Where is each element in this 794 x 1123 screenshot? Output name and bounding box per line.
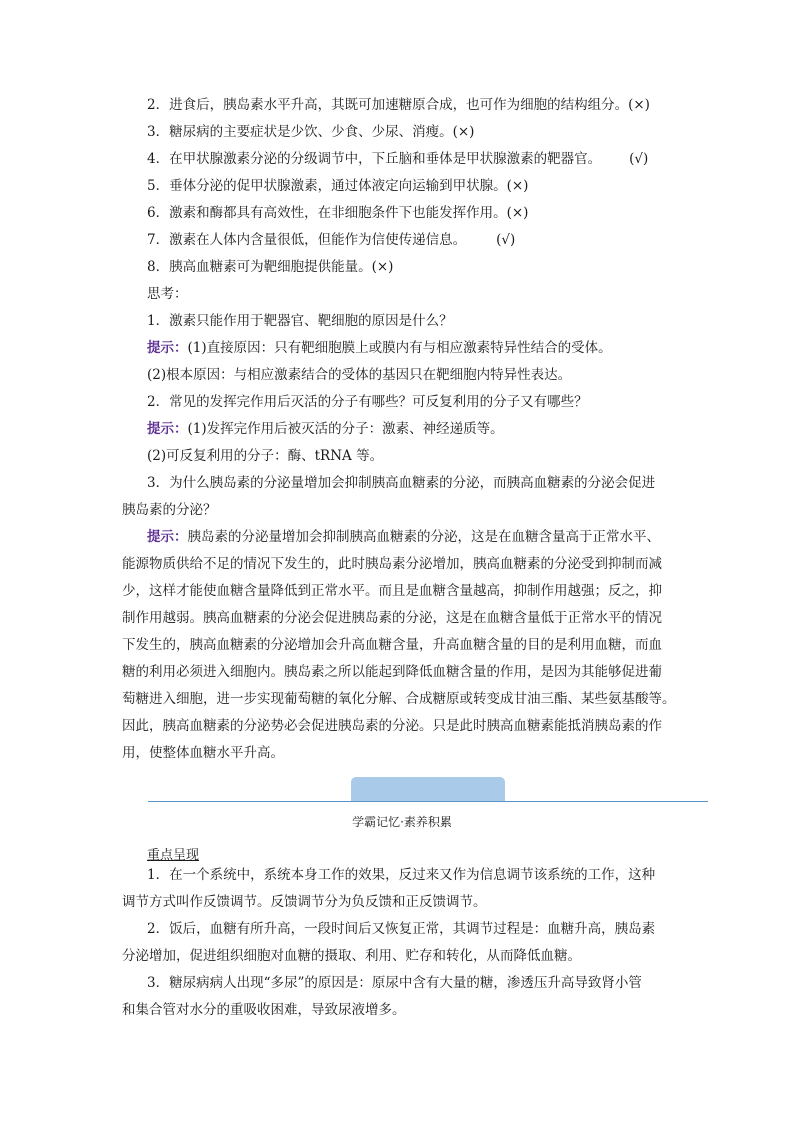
hint-label: 提示：: [147, 421, 188, 437]
key-points-heading: 重点呈现: [147, 848, 200, 863]
key-point-1-line: 调节方式叫作反馈调节。反馈调节分为负反馈和正反馈调节。: [122, 894, 487, 910]
judgement-text-7: 7．激素在人体内含量很低，但能作为信使传递信息。: [147, 232, 467, 248]
question-3: 3．为什么胰岛素的分泌量增加会抑制胰高血糖素的分泌，而胰高血糖素的分泌会促进: [147, 475, 656, 491]
judgement-item-2: 2．进食后，胰岛素水平升高，其既可加速糖原合成，也可作为细胞的结构组分。(×): [147, 97, 650, 113]
hint-3-line: 因此，胰高血糖素的分泌势必会促进胰岛素的分泌。只是此时胰高血糖素能抵消胰岛素的作: [122, 718, 662, 734]
hint-text: (1)直接原因：只有靶细胞膜上或膜内有与相应激素特异性结合的受体。: [187, 340, 612, 356]
judgement-item-3: 3．糖尿病的主要症状是少饮、少食、少尿、消瘦。(×): [147, 124, 475, 140]
question-3-line: 胰岛素的分泌？: [122, 502, 217, 518]
hint-1-line: (2)根本原因：与相应激素结合的受体的基因只在靶细胞内特异性表达。: [147, 367, 572, 383]
key-points-list: [122, 862, 682, 1024]
judgement-item-8: 8．胰高血糖素可为靶细胞提供能量。(×): [147, 259, 394, 275]
hint-3-line: 下发生的，胰高血糖素的分泌增加会升高血糖含量，升高血糖含量的目的是利用血糖，而血: [122, 637, 662, 653]
question-2: 2．常见的发挥完作用后灭活的分子有哪些？可反复利用的分子又有哪些？: [147, 394, 588, 410]
judgement-item-6: 6．激素和酶都具有高效性，在非细胞条件下也能发挥作用。(×): [147, 205, 529, 221]
hint-label: 提示：: [147, 529, 188, 545]
judgement-text-4: 4．在甲状腺激素分泌的分级调节中，下丘脑和垂体是甲状腺激素的靶器官。: [147, 151, 602, 167]
question-1: 1．激素只能作用于靶器官、靶细胞的原因是什么？: [147, 313, 453, 329]
hint-3-line: 萄糖进入细胞，进一步实现葡萄糖的氧化分解、合成糖原或转变成甘油三酯、某些氨基酸等。: [122, 691, 676, 707]
divider-line: [148, 801, 708, 803]
judgement-item-7: [122, 227, 682, 254]
hint-3-line: 少，这样才能使血糖含量降低到正常水平。而且是血糖含量越高，抑制作用越强；反之，抑: [122, 583, 662, 599]
divider-tab: [351, 777, 505, 801]
judgement-list: [122, 92, 682, 767]
hint-2-line: (2)可反复利用的分子：酶、tRNA 等。: [147, 448, 384, 464]
judgement-mark-4: (√): [629, 151, 649, 167]
section-title: 学霸记忆·素养积累: [352, 815, 452, 829]
key-point-2: 2．饭后，血糖有所升高，一段时间后又恢复正常，其调节过程是：血糖升高，胰岛素: [147, 921, 656, 937]
hint-3: [122, 524, 682, 551]
hint-3-line: 制作用越弱。胰高血糖素的分泌会促进胰岛素的分泌，这是在血糖含量低于正常水平的情况: [122, 610, 662, 626]
hint-1: [122, 335, 682, 362]
think-label: 思考：: [147, 286, 188, 302]
section-divider: [148, 776, 708, 802]
judgement-mark-7: (√): [496, 232, 516, 248]
hint-text: 胰岛素的分泌量增加会抑制胰高血糖素的分泌，这是在血糖含量高于正常水平、: [187, 529, 660, 545]
judgement-item-4: [122, 146, 682, 173]
key-point-2-line: 分泌增加，促进组织细胞对血糖的摄取、利用、贮存和转化，从而降低血糖。: [122, 948, 581, 964]
hint-3-line: 用，使整体血糖水平升高。: [122, 745, 284, 761]
key-point-3-line: 和集合管对水分的重吸收困难，导致尿液增多。: [122, 1002, 406, 1018]
hint-label: 提示：: [147, 340, 188, 356]
hint-3-line: 糖的利用必须进入细胞内。胰岛素之所以能起到降低血糖含量的作用，是因为其能够促进葡: [122, 664, 662, 680]
hint-2: [122, 416, 682, 443]
hint-3-line: 能源物质供给不足的情况下发生的，此时胰岛素分泌增加，胰高血糖素的分泌受到抑制而减: [122, 556, 662, 572]
judgement-item-5: 5．垂体分泌的促甲状腺激素，通过体液定向运输到甲状腺。(×): [147, 178, 529, 194]
key-point-3: 3．糖尿病病人出现“多尿”的原因是：原尿中含有大量的糖，渗透压升高导致肾小管: [147, 975, 642, 991]
key-point-1: 1．在一个系统中，系统本身工作的效果，反过来又作为信息调节该系统的工作，这种: [147, 867, 656, 883]
hint-text: (1)发挥完作用后被灭活的分子：激素、神经递质等。: [187, 421, 504, 437]
